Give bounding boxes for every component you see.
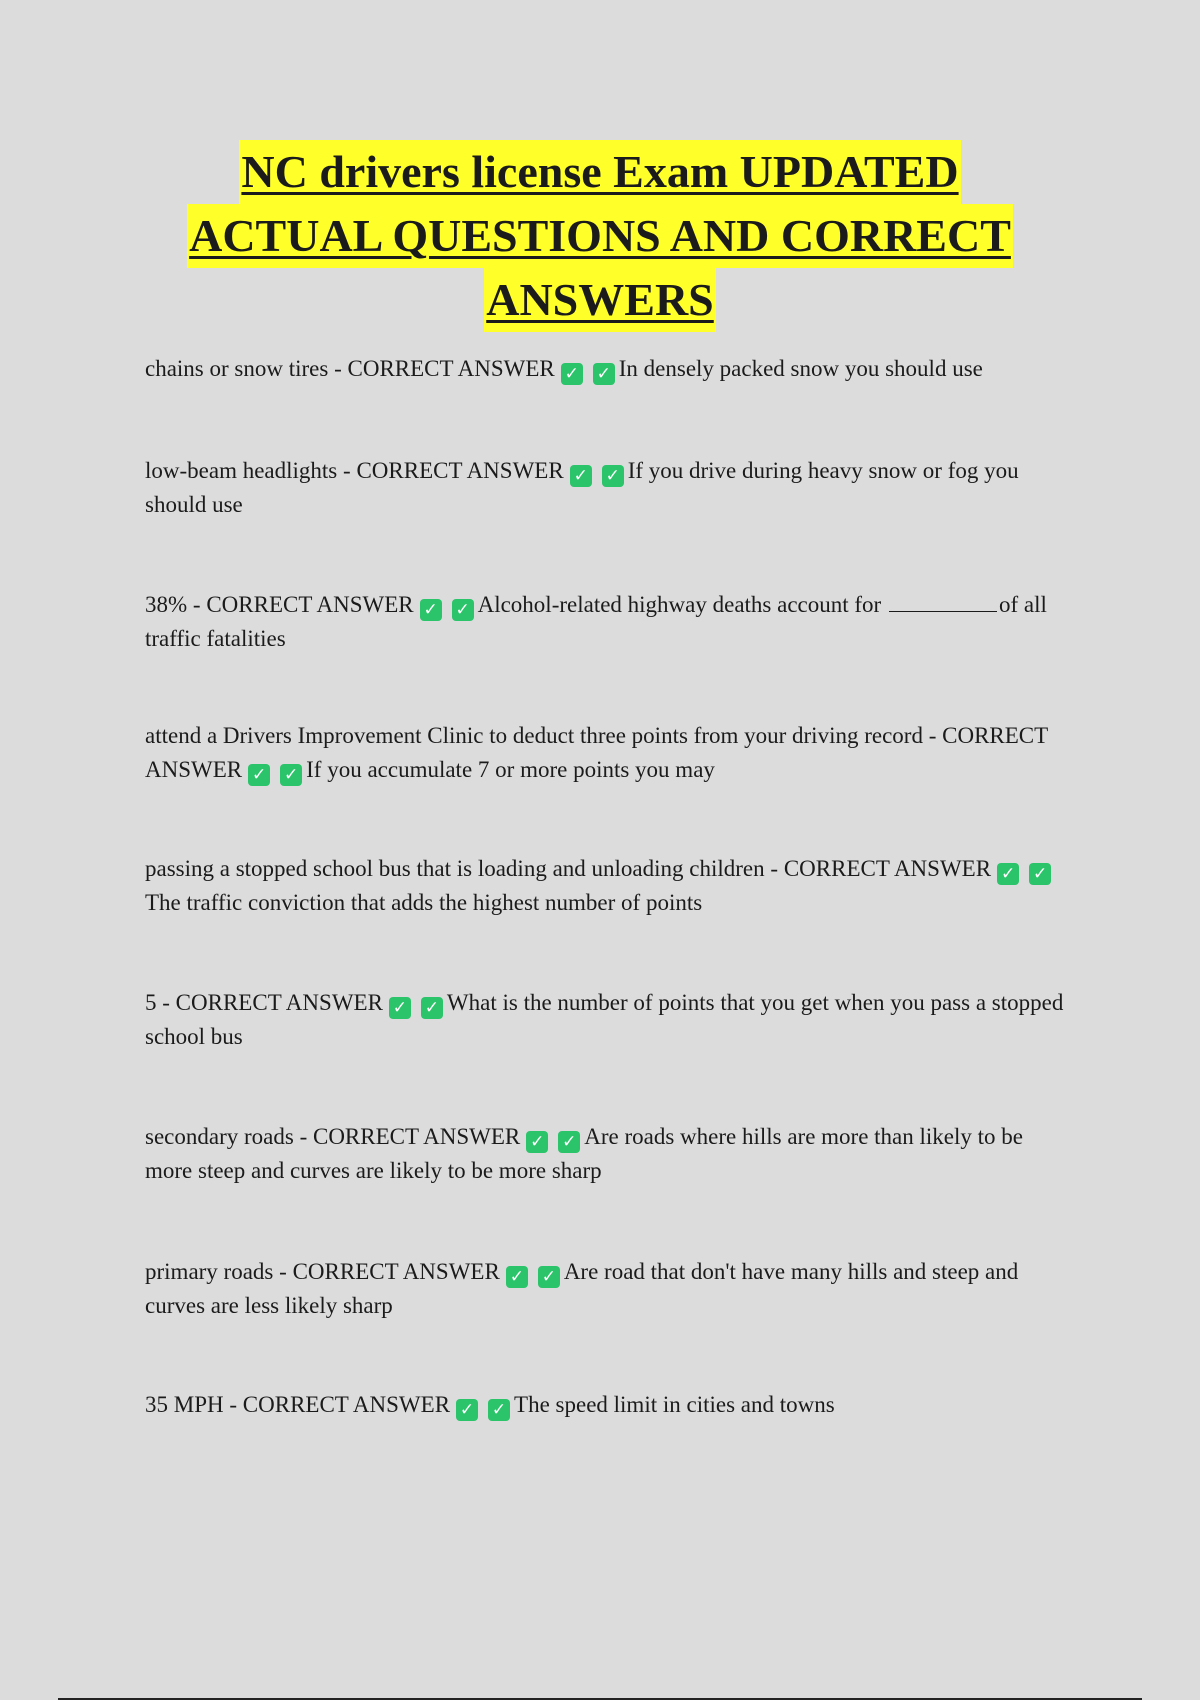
answer-marker: CORRECT ANSWER [175, 990, 383, 1015]
qa-item: low-beam headlights - CORRECT ANSWER ✓ ✓ If you drive during heavy snow or fog you should use [145, 458, 1019, 517]
answer-marker: CORRECT ANSWER [206, 592, 414, 617]
fill-in-blank [889, 593, 997, 612]
answer-text: 35 MPH [145, 1392, 224, 1417]
check-mark-icon: ✓ [421, 997, 443, 1019]
question-text: If you drive during heavy snow or fog you should use [145, 458, 1019, 517]
answer-text: attend a Drivers Improvement Clinic to deduct three points from your driving record [145, 723, 923, 748]
qa-item: 35 MPH - CORRECT ANSWER ✓ ✓ The speed limit in cities and towns [145, 1392, 835, 1420]
check-mark-icon: ✓ [561, 363, 583, 385]
check-mark-icon: ✓ [558, 1131, 580, 1153]
check-mark-icon: ✓ [420, 599, 442, 621]
check-mark-icon: ✓ [280, 764, 302, 786]
question-text: In densely packed snow you should use [618, 356, 983, 381]
check-mark-icon: ✓ [570, 465, 592, 487]
answer-text: secondary roads [145, 1124, 294, 1149]
question-text: Are road that don't have many hills and steep and curves are less likely sharp [145, 1259, 1019, 1318]
qa-item: 5 - CORRECT ANSWER ✓ ✓ What is the number of points that you get when you pass a stopped school bus [145, 990, 1064, 1049]
question-text: If you accumulate 7 or more points you may [306, 757, 715, 782]
check-mark-icon: ✓ [389, 997, 411, 1019]
qa-item: secondary roads - CORRECT ANSWER ✓ ✓ Are roads where hills are more than likely to be more steep and curves are likely to be more sharp [145, 1124, 1023, 1183]
answer-text: 5 [145, 990, 157, 1015]
answer-text: low-beam headlights [145, 458, 338, 483]
check-mark-icon: ✓ [997, 863, 1019, 885]
question-text: What is the number of points that you get when you pass a stopped school bus [145, 990, 1064, 1049]
question-text: Are roads where hills are more than likely to be more steep and curves are likely to be more sharp [145, 1124, 1023, 1183]
answer-text: 38% [145, 592, 188, 617]
check-mark-icon: ✓ [593, 363, 615, 385]
check-mark-icon: ✓ [248, 764, 270, 786]
document-title [120, 140, 1080, 332]
title-line-2: ACTUAL QUESTIONS AND CORRECT [187, 204, 1013, 268]
answer-text: passing a stopped school bus that is loading and unloading children [145, 856, 765, 881]
check-mark-icon: ✓ [538, 1266, 560, 1288]
qa-item: passing a stopped school bus that is loading and unloading children - CORRECT ANSWER ✓ ✓The traffic conviction that adds the highest number of points [145, 852, 1065, 920]
question-text: The traffic conviction that adds the highest number of points [145, 890, 703, 915]
question-text: Alcohol-related highway deaths account for [477, 592, 882, 617]
question-text: The speed limit in cities and towns [514, 1392, 835, 1417]
check-mark-icon: ✓ [506, 1266, 528, 1288]
check-mark-icon: ✓ [526, 1131, 548, 1153]
check-mark-icon: ✓ [488, 1399, 510, 1421]
answer-marker: CORRECT ANSWER [292, 1259, 500, 1284]
check-mark-icon: ✓ [452, 599, 474, 621]
answer-text: chains or snow tires [145, 356, 329, 381]
answer-marker: CORRECT ANSWER [347, 356, 555, 381]
qa-item: chains or snow tires - CORRECT ANSWER ✓ ✓ In densely packed snow you should use [145, 356, 983, 384]
check-mark-icon: ✓ [602, 465, 624, 487]
title-line-3: ANSWERS [484, 268, 716, 332]
question-text-continued: of all traffic fatalities [145, 592, 1047, 651]
qa-item: 38% - CORRECT ANSWER ✓ ✓ Alcohol-related highway deaths account for of all traffic fatalities [145, 592, 1047, 651]
answer-marker: CORRECT ANSWER [312, 1124, 521, 1149]
answer-marker: CORRECT ANSWER [145, 723, 1048, 782]
answer-marker: CORRECT ANSWER [356, 458, 564, 483]
answer-text: primary roads [145, 1259, 274, 1284]
answer-marker: CORRECT ANSWER [783, 856, 992, 881]
title-line-1: NC drivers license Exam UPDATED [239, 140, 960, 204]
qa-item: attend a Drivers Improvement Clinic to deduct three points from your driving record - CORRECT ANSWER ✓ ✓ If you accumulate 7 or more points you may [145, 723, 1048, 785]
answer-marker: CORRECT ANSWER [242, 1392, 451, 1417]
check-mark-icon: ✓ [1029, 863, 1051, 885]
qa-item: primary roads - CORRECT ANSWER ✓ ✓ Are road that don't have many hills and steep and curves are less likely sharp [145, 1259, 1019, 1318]
check-mark-icon: ✓ [456, 1399, 478, 1421]
